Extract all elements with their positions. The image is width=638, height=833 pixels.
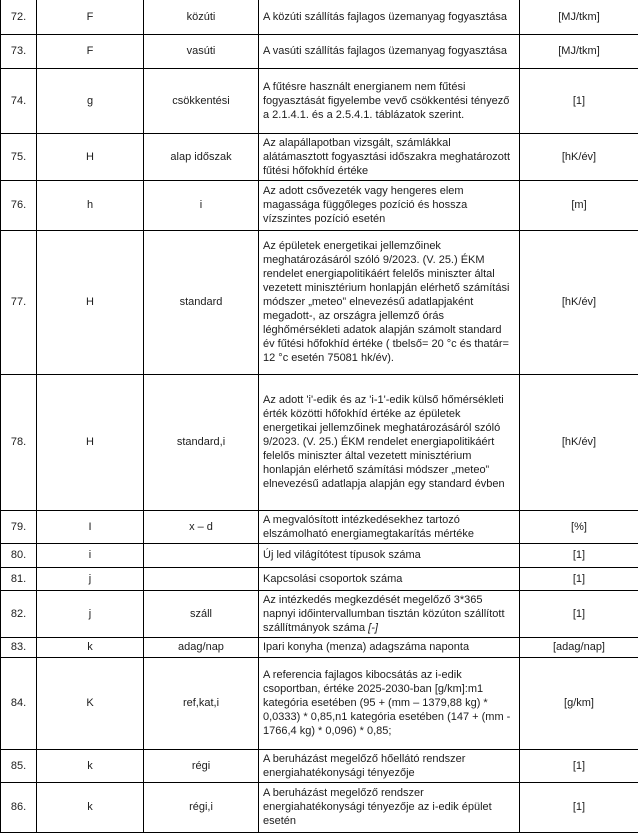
row-number-cell: 84. [1, 657, 37, 749]
table-row [1, 230, 638, 374]
table-row [1, 590, 638, 637]
symbol-cell: F [37, 0, 144, 34]
symbol-cell: k [37, 637, 144, 657]
row-number-cell: 82. [1, 590, 37, 637]
description-cell: Az adott 'i'-edik és az 'i-1'-edik külső hőmérsékleti érték közötti hőfokhíd értéke az épületek energetikai jellemzőinek meghatározásáról szóló 9/2023. (V. 25.) ÉKM rendelet energiapolitikáért felelős miniszter által vezetett minisztérium honlapján elérhető számítási módszer „meteo” elnevezésű adatlapja alapján egy standard évben [259, 374, 520, 510]
unit-cell: [adag/nap] [520, 637, 638, 657]
row-number-cell: 72. [1, 0, 37, 34]
description-cell: A referencia fajlagos kibocsátás az i-edik csoportban, értéke 2025-2030-ban [g/km]:m1 kategória esetében (95 + (mm – 1379,88 kg) * 0,0333) * 0,85,n1 kategória esetében (147 + (mm - 1766,4 kg) * 0,096) * 0,85; [259, 657, 520, 749]
subscript-cell: száll [144, 590, 259, 637]
symbol-cell: j [37, 590, 144, 637]
description-cell [259, 590, 520, 637]
unit-cell: [1] [520, 590, 638, 637]
symbol-cell: I [37, 510, 144, 543]
table-row [1, 749, 638, 782]
subscript-cell: régi,i [144, 782, 259, 832]
unit-cell: [MJ/tkm] [520, 34, 638, 68]
symbol-cell: H [37, 133, 144, 180]
symbol-cell: H [37, 230, 144, 374]
symbol-cell: g [37, 68, 144, 133]
symbol-cell: j [37, 567, 144, 590]
description-cell: A megvalósított intézkedésekhez tartozó elszámolható energiamegtakarítás mértéke [259, 510, 520, 543]
unit-cell: [hK/év] [520, 374, 638, 510]
description-cell: A beruházást megelőző rendszer energiahatékonysági tényezője az i-edik épület esetén [259, 782, 520, 832]
unit-cell: [g/km] [520, 657, 638, 749]
description-text: Az intézkedés megkezdését megelőző 3*365 napnyi időintervallumban tisztán közúton szállított szállítmányok száma [263, 594, 505, 634]
row-number-cell: 78. [1, 374, 37, 510]
symbol-cell: k [37, 782, 144, 832]
subscript-cell: régi [144, 749, 259, 782]
table-row [1, 180, 638, 230]
subscript-cell: közúti [144, 0, 259, 34]
unit-cell: [hK/év] [520, 230, 638, 374]
description-cell: Új led világítótest típusok száma [259, 543, 520, 567]
row-number-cell: 73. [1, 34, 37, 68]
subscript-cell [144, 543, 259, 567]
symbol-cell: K [37, 657, 144, 749]
row-number-cell: 81. [1, 567, 37, 590]
row-number-cell: 75. [1, 133, 37, 180]
subscript-cell: alap időszak [144, 133, 259, 180]
table-row [1, 637, 638, 657]
row-number-cell: 85. [1, 749, 37, 782]
table-row [1, 543, 638, 567]
symbol-cell: h [37, 180, 144, 230]
description-cell: A vasúti szállítás fajlagos üzemanyag fogyasztása [259, 34, 520, 68]
table-row [1, 782, 638, 832]
description-cell: A fűtésre használt energianem nem fűtési fogyasztását figyelembe vevő csökkentési tényező a 2.1.4.1. és a 2.5.4.1. táblázatok szerint. [259, 68, 520, 133]
unit-cell: [1] [520, 543, 638, 567]
table-row [1, 133, 638, 180]
unit-cell: [%] [520, 510, 638, 543]
description-cell: Az adott csővezeték vagy hengeres elem magassága függőleges pozíció és hossza vízszintes pozíció esetén [259, 180, 520, 230]
row-number-cell: 74. [1, 68, 37, 133]
row-number-cell: 80. [1, 543, 37, 567]
row-number-cell: 77. [1, 230, 37, 374]
table-row [1, 657, 638, 749]
unit-cell: [1] [520, 782, 638, 832]
subscript-cell: standard,i [144, 374, 259, 510]
subscript-cell: x – d [144, 510, 259, 543]
row-number-cell: 76. [1, 180, 37, 230]
unit-cell: [m] [520, 180, 638, 230]
description-cell: Az alapállapotban vizsgált, számlákkal alátámasztott fogyasztási időszakra meghatározott fűtési hőfokhíd értéke [259, 133, 520, 180]
symbol-cell: F [37, 34, 144, 68]
table-row [1, 68, 638, 133]
symbol-cell: H [37, 374, 144, 510]
unit-cell: [1] [520, 567, 638, 590]
table-row [1, 0, 638, 34]
symbol-cell: k [37, 749, 144, 782]
subscript-cell: i [144, 180, 259, 230]
row-number-cell: 86. [1, 782, 37, 832]
description-cell: Az épületek energetikai jellemzőinek meghatározásáról szóló 9/2023. (V. 25.) ÉKM rendelet energiapolitikáért felelős miniszter által vezetett minisztérium honlapján elérhető számítási módszer „meteo” elnevezésű adatlapjaként megadott-, az országra jellemző órás léghőmérsékleti adatok alapján számolt standard év fűtési hőfokhíd értéke ( tbelső= 20 °c és thatár= 12 °c esetén 75081 hk/év). [259, 230, 520, 374]
unit-cell: [MJ/tkm] [520, 0, 638, 34]
unit-cell: [1] [520, 68, 638, 133]
table-row [1, 374, 638, 510]
description-cell: Ipari konyha (menza) adagszáma naponta [259, 637, 520, 657]
subscript-cell [144, 567, 259, 590]
symbol-cell: i [37, 543, 144, 567]
unit-cell: [hK/év] [520, 133, 638, 180]
subscript-cell: ref,kat,i [144, 657, 259, 749]
table-row [1, 510, 638, 543]
subscript-cell: adag/nap [144, 637, 259, 657]
table-row [1, 34, 638, 68]
description-cell: Kapcsolási csoportok száma [259, 567, 520, 590]
description-italic-suffix: [-] [368, 622, 378, 634]
table-row [1, 567, 638, 590]
unit-cell: [1] [520, 749, 638, 782]
description-cell: A beruházást megelőző hőellátó rendszer energiahatékonysági tényezője [259, 749, 520, 782]
subscript-cell: vasúti [144, 34, 259, 68]
description-cell: A közúti szállítás fajlagos üzemanyag fogyasztása [259, 0, 520, 34]
row-number-cell: 83. [1, 637, 37, 657]
subscript-cell: csökkentési [144, 68, 259, 133]
row-number-cell: 79. [1, 510, 37, 543]
subscript-cell: standard [144, 230, 259, 374]
